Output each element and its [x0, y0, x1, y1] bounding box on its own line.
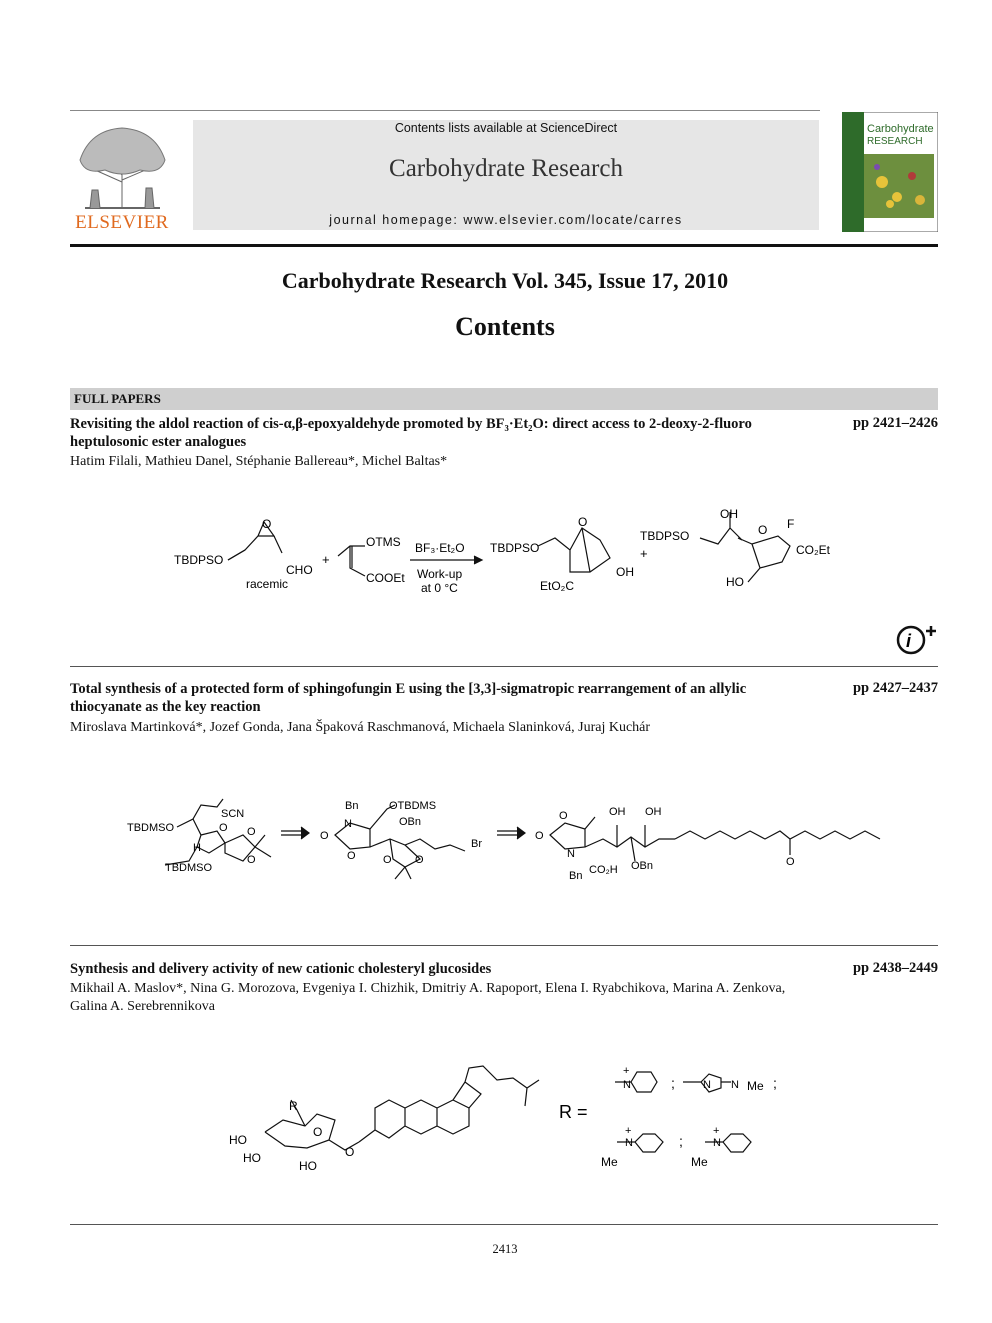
s1-otms: OTMS	[366, 535, 401, 549]
article-1-title-line2: heptulosonic ester analogues	[70, 434, 247, 450]
s1-tbdpso: TBDPSO	[174, 553, 224, 567]
s2-or2: O	[559, 810, 568, 822]
s3-plus2: +	[625, 1125, 632, 1137]
s3-ho1: HO	[229, 1133, 247, 1147]
s2-br: Br	[471, 838, 482, 850]
s2-o1: O	[219, 822, 228, 834]
s1-cond1: Work-up	[417, 567, 463, 581]
s1-p2-f: F	[787, 517, 795, 531]
s3-o-link: O	[345, 1145, 355, 1159]
journal-name: Carbohydrate Research	[389, 155, 623, 182]
s2-tbdmso2: TBDMSO	[165, 862, 213, 874]
s3-ho2: HO	[243, 1151, 261, 1165]
s2-h: H	[193, 842, 201, 854]
s2-tbdmso1: TBDMSO	[127, 822, 175, 834]
s1-epoxide-o: O	[262, 517, 272, 531]
header-top-rule	[70, 110, 820, 111]
s1-p2-ester: CO₂Et	[796, 543, 830, 557]
s2-oc2: O	[535, 830, 544, 842]
article-1-title-line1: Revisiting the aldol reaction of cis-α,β-epoxyaldehyde promoted by BF₃·Et₂O: direct access to 2-deoxy-2-fluoro	[70, 416, 752, 432]
article-2-graphical-abstract	[125, 795, 885, 885]
contents-heading: Contents	[455, 312, 555, 341]
interactive-info-icon[interactable]	[896, 622, 940, 656]
s2-n2: N	[567, 848, 575, 860]
article-3-pages: pp 2438–2449	[852, 960, 938, 976]
s3-semi3: ;	[679, 1133, 683, 1149]
section-label: FULL PAPERS	[74, 391, 161, 406]
s2-co2h: CO₂H	[589, 864, 618, 876]
article-1-graphical-abstract	[170, 498, 850, 598]
s3-o-ring: O	[313, 1125, 323, 1139]
s3-r-eq: R =	[559, 1102, 588, 1122]
article-3-title[interactable]: Synthesis and delivery activity of new cationic cholesteryl glucosides	[70, 961, 492, 977]
article-2-title-line1: Total synthesis of a protected form of sphingofungin E using the [3,3]-sigmatropic rearrangement of an allylic	[70, 681, 747, 697]
s3-n5: N	[713, 1137, 721, 1149]
s3-plus1: +	[623, 1065, 630, 1077]
s3-me3: Me	[691, 1155, 708, 1169]
s1-cho: CHO	[286, 563, 313, 577]
s1-cond2: at 0 °C	[421, 581, 458, 595]
s2-oh2: OH	[645, 806, 662, 818]
article-2-pages: pp 2427–2437	[852, 680, 938, 696]
contents-available-link[interactable]: Contents lists available at ScienceDirect	[394, 121, 618, 135]
article-2-title[interactable]	[70, 680, 805, 716]
s2-ketone-o: O	[786, 856, 795, 868]
footer-rule	[70, 1224, 938, 1225]
s3-n4: N	[625, 1137, 633, 1149]
journal-cover	[842, 112, 938, 232]
journal-homepage-link[interactable]: journal homepage: www.elsevier.com/locate/carres	[329, 213, 683, 227]
s3-n2: N	[703, 1079, 711, 1091]
s2-bn2: Bn	[569, 870, 583, 882]
s1-p1-oh: OH	[616, 565, 634, 579]
s3-semi2: ;	[773, 1075, 777, 1091]
s1-plus: +	[322, 552, 330, 567]
s1-p2-o: O	[758, 523, 768, 537]
s3-me2: Me	[601, 1155, 618, 1169]
s1-racemic: racemic	[246, 577, 289, 591]
s1-p1-ester: EtO₂C	[540, 579, 574, 593]
s3-me1: Me	[747, 1079, 764, 1093]
s2-o3: O	[247, 854, 256, 866]
s3-plus3: +	[713, 1125, 720, 1137]
issue-title: Carbohydrate Research Vol. 345, Issue 17, 2010	[281, 268, 729, 293]
s2-scn: SCN	[221, 808, 245, 820]
info-icon-letter: i	[906, 631, 912, 651]
s2-bn1: Bn	[345, 800, 359, 812]
s3-n1: N	[623, 1079, 631, 1091]
s1-p2-oh: OH	[720, 507, 738, 521]
s3-n3: N	[731, 1079, 739, 1091]
s2-o2: O	[247, 826, 256, 838]
s1-p1-tbdpso: TBDPSO	[490, 541, 540, 555]
header-bottom-rule	[70, 244, 938, 247]
article-3-authors-line1: Mikhail A. Maslov*, Nina G. Morozova, Evgeniya I. Chizhik, Dmitriy A. Rapoport, Elena I. Ryabchikova, Marina A. Zenkova,	[70, 981, 786, 996]
article-1-title[interactable]	[70, 415, 805, 451]
elsevier-wordmark: ELSEVIER	[75, 212, 169, 233]
cover-title-1: Carbohydrate	[867, 123, 934, 135]
article-3-graphical-abstract	[225, 1058, 785, 1178]
cover-title-2: RESEARCH	[867, 136, 923, 147]
s3-ho3: HO	[299, 1159, 317, 1173]
s1-p2-tbdpso: TBDPSO	[640, 529, 690, 543]
s2-od2: O	[415, 854, 424, 866]
s2-obn2: OBn	[631, 860, 654, 872]
s2-or1: O	[347, 850, 356, 862]
section-bar	[70, 388, 938, 410]
s2-n1: N	[344, 818, 352, 830]
article-divider-1	[70, 666, 938, 667]
s1-cooet: COOEt	[366, 571, 405, 585]
s3-r: R	[289, 1099, 298, 1113]
s1-p1-o: O	[578, 515, 588, 529]
article-3-authors	[70, 980, 850, 1016]
article-2-authors: Miroslava Martinková*, Jozef Gonda, Jana Špaková Raschmanová, Michaela Slaninková, Juraj Kuchár	[70, 720, 651, 735]
article-1-pages: pp 2421–2426	[852, 415, 938, 431]
s1-p2-ho: HO	[726, 575, 744, 589]
article-2-title-line2: thiocyanate as the key reaction	[70, 699, 261, 715]
s2-otbdms: OTBDMS	[389, 800, 437, 812]
s3-semi1: ;	[671, 1075, 675, 1091]
elsevier-tree-logo	[70, 120, 174, 212]
page-number: 2413	[492, 1242, 518, 1256]
article-divider-2	[70, 945, 938, 946]
article-3-authors-line2: Galina A. Serebrennikova	[70, 999, 216, 1014]
s2-oh1: OH	[609, 806, 626, 818]
s1-reagent: BF₃·Et₂O	[415, 541, 465, 555]
s1-plus2: +	[640, 546, 648, 561]
s2-obn1: OBn	[399, 816, 422, 828]
article-1-authors: Hatim Filali, Mathieu Danel, Stéphanie Ballereau*, Michel Baltas*	[70, 454, 448, 469]
s2-od1: O	[383, 854, 392, 866]
s2-oc1: O	[320, 830, 329, 842]
